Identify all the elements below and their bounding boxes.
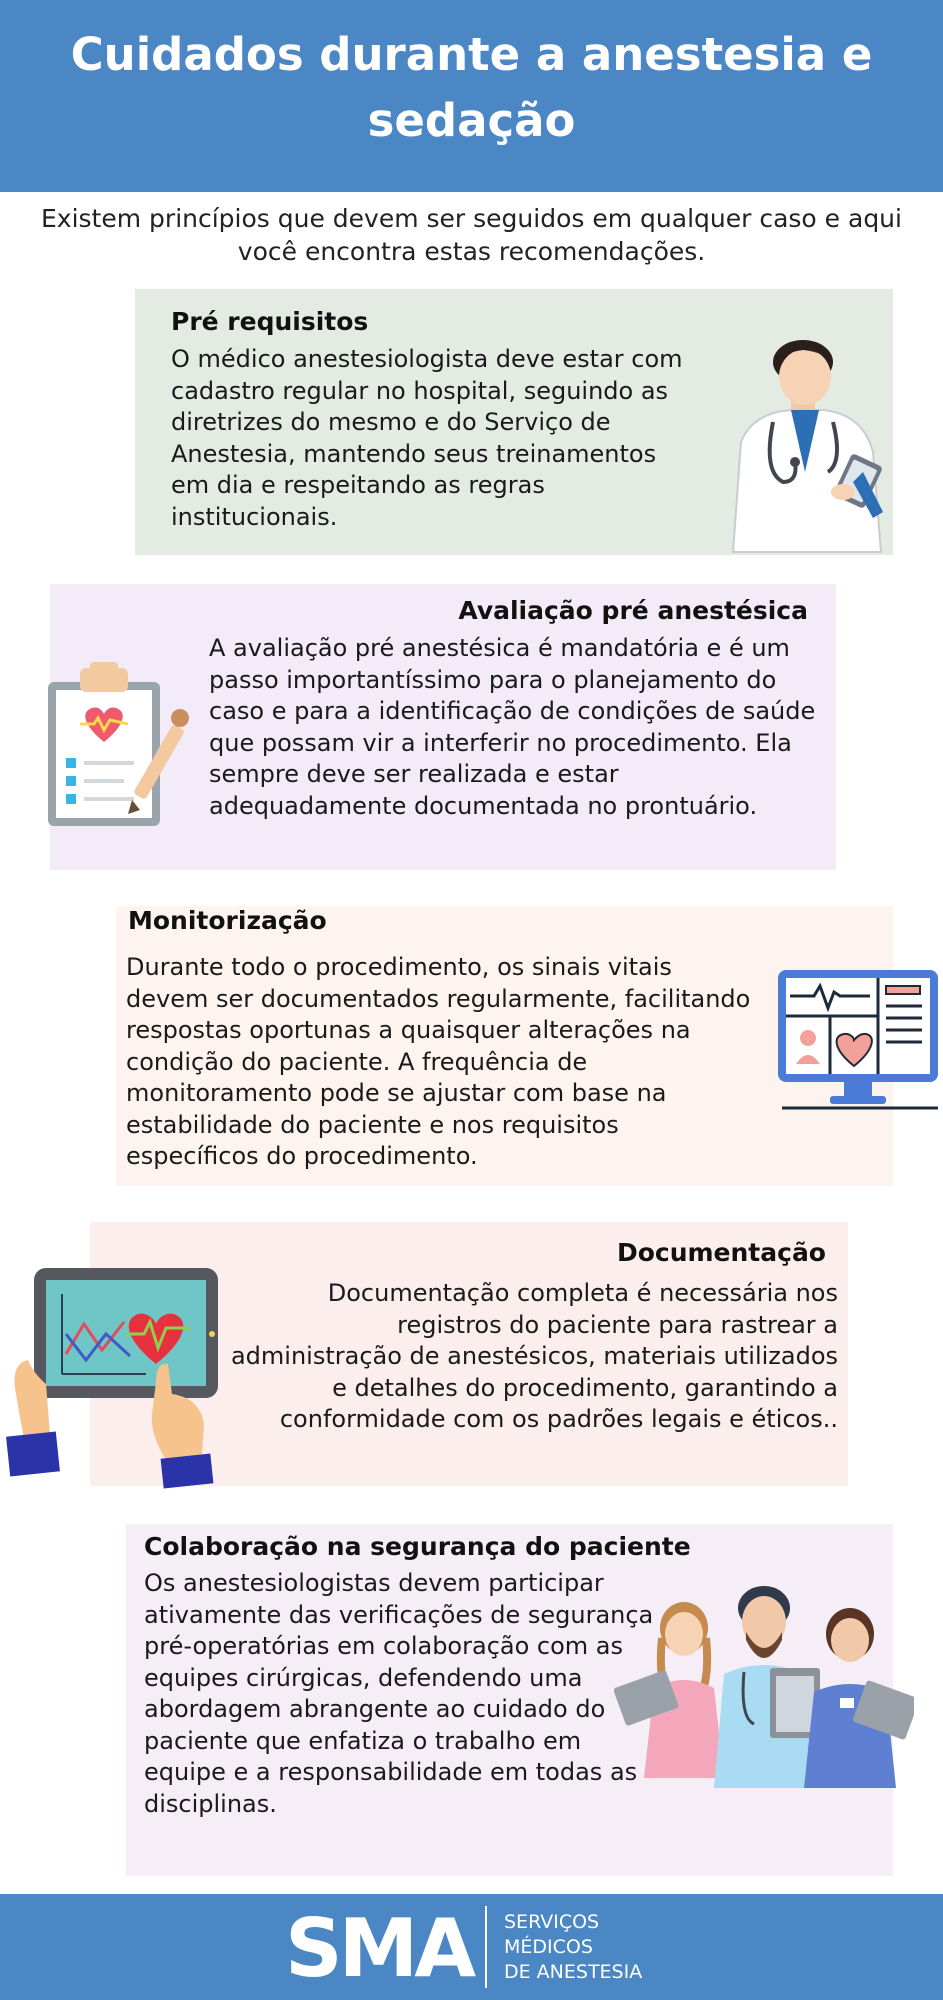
section-text: Durante todo o procedimento, os sinais vitais devem ser documentados regularmente, facilitando respostas oportunas a quaisquer alterações na condição do paciente. A frequência de monitoramento pode se ajustar com base na estabilidade do paciente e nos requisitos específicos do procedimento. (126, 953, 751, 1170)
section-title: Pré requisitos (171, 307, 369, 336)
medical-team-icon (614, 1568, 914, 1808)
section-title: Colaboração na segurança do paciente (144, 1532, 691, 1561)
section-documentacao (90, 1222, 848, 1486)
section-monitorizacao (116, 906, 893, 1186)
footer-banner (0, 1894, 943, 2000)
section-pre-requisitos (135, 289, 893, 555)
section-title: Avaliação pré anestésica (458, 596, 808, 625)
section-title: Monitorização (128, 906, 327, 935)
section-title: Documentação (616, 1238, 826, 1267)
clipboard-heart-icon (40, 662, 190, 832)
section-avaliacao-pre-anestesica (50, 584, 836, 870)
logo-tagline-line3: DE ANESTESIA (504, 1961, 643, 1983)
tablet-health-chart-icon (6, 1264, 226, 1494)
section-text: A avaliação pré anestésica é mandatória e é um passo importantíssimo para o planejamento do caso e para a identificação de condições de saúde que possam vir a interferir no procedimento. Ela sempre deve ser realizada e estar adequadamente documentada no prontuário. (209, 634, 816, 820)
page-title: Cuidados durante a anestesia e sedação (70, 28, 873, 147)
section-text: Os anestesiologistas devem participar ativamente das verificações de segurança pré-operatórias em colaboração com as equipes cirúrgicas, defendendo uma abordagem abrangente ao cuidado do paciente que enfatiza o trabalho em equipe e a responsabilidade em todas as disciplinas. (144, 1569, 654, 1818)
sma-logo: SMA (285, 1902, 473, 1995)
section-colaboracao (126, 1524, 893, 1876)
doctor-with-tablet-icon (713, 319, 893, 555)
header-banner (0, 0, 943, 192)
vital-signs-monitor-icon (774, 966, 943, 1116)
section-text: Documentação completa é necessária nos registros do paciente para rastrear a administração de anestésicos, materiais utilizados e detalhes do procedimento, garantindo a conformidade com os padrões legais e éticos.. (230, 1279, 838, 1433)
logo-divider (485, 1906, 487, 1988)
intro-text: Existem princípios que devem ser seguidos em qualquer caso e aqui você encontra estas recomendações. (41, 204, 902, 266)
logo-tagline (504, 1910, 642, 1985)
logo-tagline-line1: SERVIÇOS (504, 1911, 600, 1933)
section-text: O médico anestesiologista deve estar com cadastro regular no hospital, seguindo as diretrizes do mesmo e do Serviço de Anestesia, mantendo seus treinamentos em dia e respeitando as regras institucionais. (171, 345, 683, 531)
logo-tagline-line2: MÉDICOS (504, 1936, 593, 1958)
